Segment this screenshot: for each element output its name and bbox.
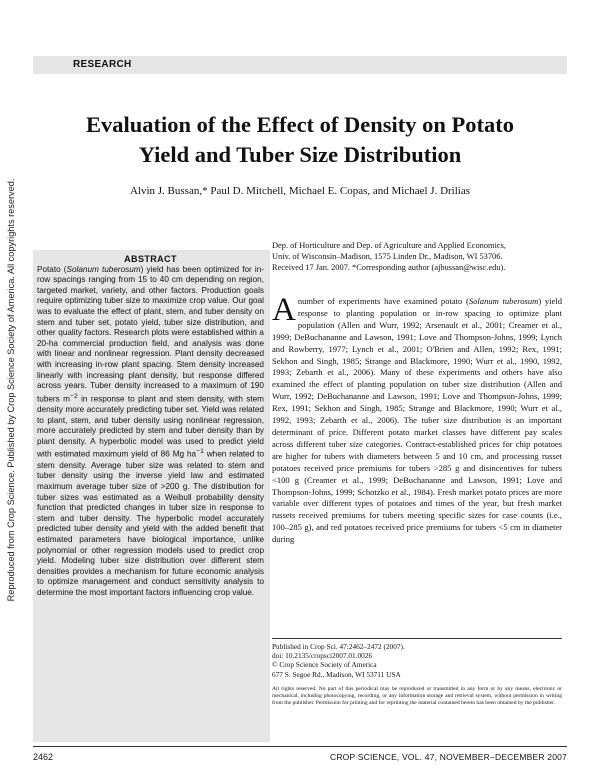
publication-address: 677 S. Segoe Rd., Madison, WI 53711 USA — [272, 669, 401, 679]
body-species-name: Solanum tuberosum — [468, 296, 539, 306]
abstract-superscript: −1 — [196, 448, 204, 456]
introduction-text — [272, 292, 562, 546]
side-note-text: Reproduced from Crop Science. Published by Crop Science Society of America. All copyrights reserved. — [6, 178, 16, 602]
publication-citation: Published in Crop Sci. 47:2462–2472 (2007). — [272, 642, 405, 651]
rights-notice: All rights reserved. No part of this periodical may be reproduced or transmitted in any form or by any means, electronic or mechanical, including photocopying, recording, or any information storage and retrieval system, without permission in writing from the publisher. Permission for printing and for reprinting the material contained herein has been obtained by the publisher. — [272, 686, 562, 707]
abstract-heading: ABSTRACT — [124, 254, 177, 264]
page-number: 2462 — [33, 752, 54, 762]
journal-info: CROP SCIENCE, VOL. 47, NOVEMBER–DECEMBER 2007 — [329, 752, 567, 762]
body-text-fragment: ) yield response to planting population or in-row spacing to optimize plant population (Allen and Wurr, 1992; Arsenault et al., 2001; Creamer et al., 1999; DeBuchananne and Lawson, 1991; Love and Thompson-Johns, 1999; Lynch and Rowberry, 1977; Lynch et al., 2001; O'Brien and Allen, 1992; Rex, 1991; Sekhon and Singh, 1985; Strange and Blackmore, 1990; Wurr et al., 1990, 1992, 1993; Zebarth et al., 2006). Many of these experiments and others have also examined the effect of planting population on tuber size distribution (Allen and Wurr, 1992; DeBuchananne and Lawson, 1991; Love and Thompson-Johns, 1999; Rex, 1991; Sekhon and Singh, 1985; Strange and Blackmore, 1990; Wurr et al., 1992, 1993; Zebarth et al., 2006). The tuber size distribution is an important determinant of price. Different potato market classes have different pay scales across different tuber size categories. Contract-established prices for chip potatoes are higher for tubers with diameters between 5 and 10 cm, and processing russet potatoes received price premiums for tubers >285 g and disincentives for tubers <100 g (Creamer et al., 1999; DeBuchananne and Lawson, 1991; Love and Thompson-Johns, 1999; Schotzko et al., 1984). Fresh market potato prices are more variable over different types of potatoes and times of the year, but fresh market russets received premiums for tubers meeting specific sizes for case counts (i.e., 100–285 g), and red potatoes received price premiums for tubers <5 cm in diameter during — [272, 296, 562, 545]
affiliation-line: Received 17 Jan. 2007. *Corresponding author (ajbussan@wisc.edu). — [272, 263, 506, 273]
reproduction-side-note — [4, 40, 22, 740]
abstract-text-fragment: when related to stem density. Average tuber size was related to stem and tuber density using the inverse yield law and estimated maximum average tuber size of >200 g. The distribution for tuber sizes was estimated as a Weibull probability density function that predicted changes in tuber size in response to stem and tuber density. The hyperbolic model accurately predicted tuber density and yield with the added benefit that estimated parameters have biological importance, unlike polynomial or other regression models used to predict crop yield. Modeling tuber size distribution over different stem densities provides a mechanism for future economic analysis to optimize management and conduct sensitivity analysis to determine the most important factors influencing crop value. — [37, 450, 265, 597]
abstract-superscript: −2 — [69, 392, 78, 400]
body-paragraph — [272, 292, 562, 546]
abstract-text-fragment: ) yield has been optimized for in-row spacings ranging from 15 to 40 cm depending on region, targeted market, variety, and other factors. Production goals require optimizing tuber size to maximize crop value. Our goal was to evaluate the effect of plant, stem, and tuber density on stem and tuber set, potato yield, tuber size distribution, and other quality factors. Research plots were established within a 20-ha commercial production field, and analysis was done with linear and nonlinear regression. Plant density decreased with increasing in-row plant spacing. Stem density increased linearly with increasing plant density, but response differed across years. Tuber density increased to a maximum of 190 tubers m — [37, 264, 264, 404]
footer-divider — [33, 746, 567, 747]
publication-doi: doi: 10.2135/cropsci2007.01.0026 — [272, 651, 373, 661]
abstract-text-fragment: Potato ( — [37, 264, 67, 274]
section-label-text: RESEARCH — [73, 59, 132, 70]
affiliation-line: Univ. of Wisconsin–Madison, 1575 Linden Dr., Madison, WI 53706. — [272, 252, 503, 262]
title-line-1: Evaluation of the Effect of Density on Potato — [85, 112, 515, 137]
abstract-box — [33, 250, 270, 742]
author-list: Alvin J. Bussan,* Paul D. Mitchell, Michael E. Copas, and Michael J. Drilias — [129, 185, 471, 197]
body-text-fragment: number of experiments have examined potato ( — [297, 296, 469, 306]
drop-cap: A — [272, 292, 296, 328]
publication-info — [272, 642, 562, 679]
abstract-text-fragment: in response to plant and stem density, with stem density more accurately predicting tuber set. Yield was related to plant, stem, and tuber density using nonlinear regression, more accurately predicted by stem and tuber density than by plant density. A hyperbolic model was used to predict yield with estimated maximum yield of 86 Mg ha — [37, 394, 264, 460]
publication-copyright: © Crop Science Society of America — [272, 660, 377, 670]
publication-divider — [272, 638, 562, 639]
author-affiliation — [272, 240, 562, 274]
affiliation-line: Dep. of Horticulture and Dep. of Agriculture and Applied Economics, — [272, 241, 506, 250]
section-label — [33, 56, 567, 74]
abstract-species-name: Solanum tuberosum — [66, 264, 141, 274]
abstract-text — [37, 265, 264, 599]
title-line-2: Yield and Tuber Size Distribution — [138, 142, 462, 167]
paper-title — [40, 110, 560, 170]
